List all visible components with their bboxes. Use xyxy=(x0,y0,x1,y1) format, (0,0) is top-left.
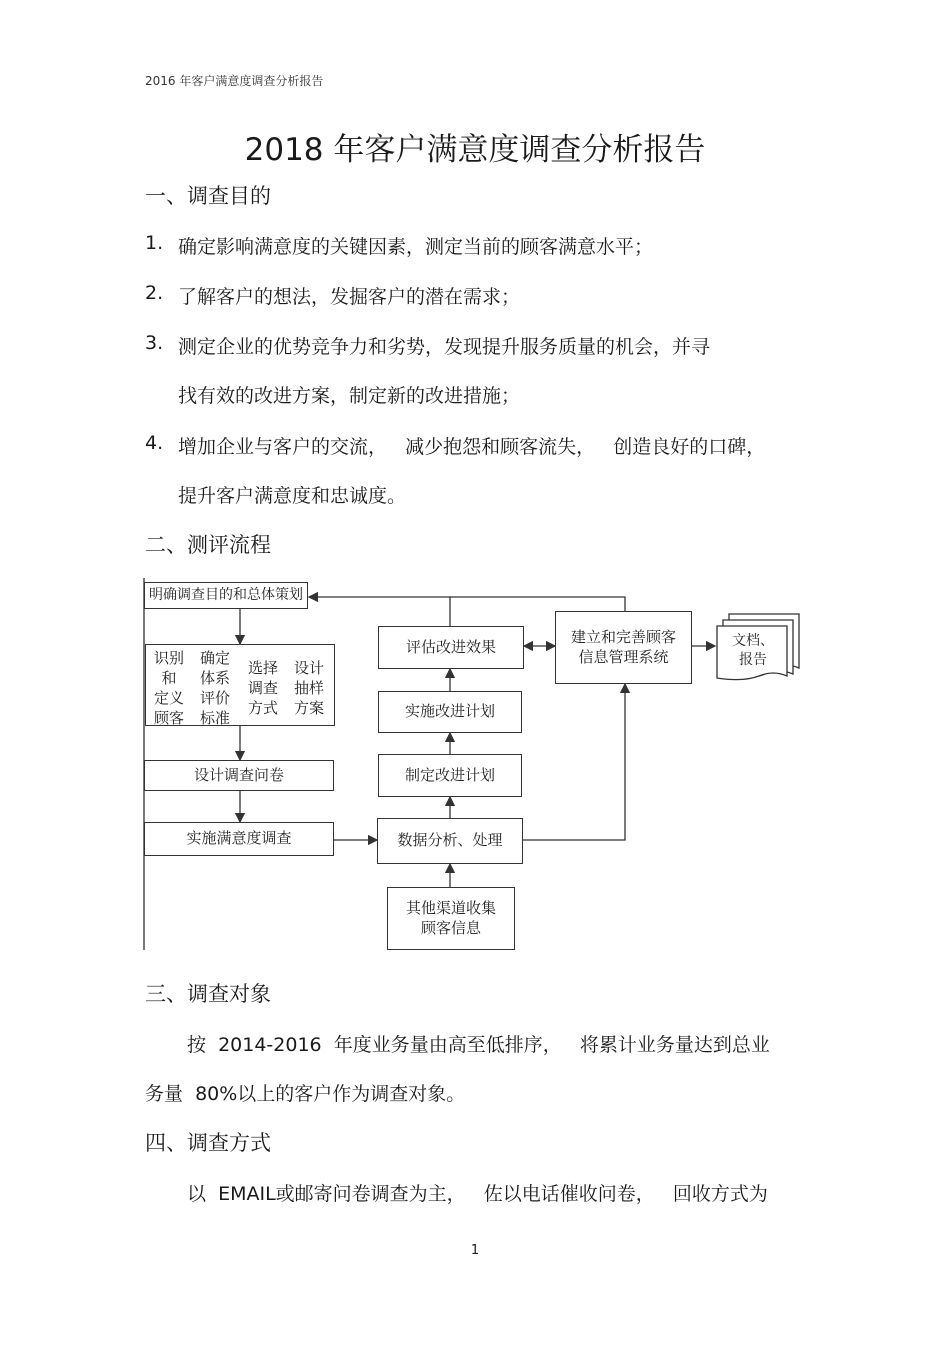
data-analysis-box: 数据分析、处理 xyxy=(377,818,523,864)
step-sampling-plan: 设计 抽样 方案 xyxy=(293,659,324,717)
make-plan-box: 制定改进计划 xyxy=(378,754,522,797)
other-channels-box: 其他渠道收集 顾客信息 xyxy=(387,887,515,950)
list-item-text: 了解客户的想法，发掘客户的潜在需求； xyxy=(178,286,521,308)
conduct-survey-box: 实施满意度调查 xyxy=(144,822,334,856)
section-heading-subjects: 三、调查对象 xyxy=(145,982,271,1006)
paragraph-line: 按 2014-2016 年度业务量由高至低排序， 将累计业务量达到总业 xyxy=(187,1034,770,1056)
process-flowchart xyxy=(143,578,805,950)
list-item-number: 2. xyxy=(145,282,164,304)
paragraph-line: 以 EMAIL或邮寄问卷调查为主， 佐以电话催收问卷， 回收方式为 xyxy=(187,1183,768,1205)
step-identify-customers: 识别 和 定义 顾客 xyxy=(153,649,184,727)
running-header: 2016 年客户满意度调查分析报告 xyxy=(145,74,324,88)
implement-plan-box: 实施改进计划 xyxy=(378,691,522,733)
list-item-number: 1. xyxy=(145,232,164,254)
list-item-text: 测定企业的优势竞争力和劣势，发现提升服务质量的机会，并寻 xyxy=(178,336,711,358)
list-item-text: 增加企业与客户的交流， 减少抱怨和顾客流失， 创造良好的口碑， xyxy=(178,436,766,458)
page-number: 1 xyxy=(470,1243,480,1258)
list-item-text: 确定影响满意度的关键因素，测定当前的顾客满意水平； xyxy=(178,236,654,258)
plan-box: 明确调查目的和总体策划 xyxy=(144,582,308,609)
docs-report-label: 文档、 报告 xyxy=(732,633,774,668)
section-heading-purpose: 一、调查目的 xyxy=(145,184,271,208)
paragraph-line: 务量 80%以上的客户作为调查对象。 xyxy=(145,1083,466,1105)
list-item-number: 4. xyxy=(145,432,164,454)
questionnaire-box: 设计调查问卷 xyxy=(144,760,334,791)
step-survey-method: 选择 调查 方式 xyxy=(247,659,278,717)
section-heading-method: 四、调查方式 xyxy=(145,1131,271,1155)
section-heading-process: 二、测评流程 xyxy=(145,533,271,557)
list-item-text-continued: 提升客户满意度和忠诚度。 xyxy=(178,485,407,507)
info-system-box: 建立和完善顾客 信息管理系统 xyxy=(555,611,692,684)
list-item-number: 3. xyxy=(145,332,164,354)
document-title: 2018 年客户满意度调查分析报告 xyxy=(244,132,706,168)
evaluate-box: 评估改进效果 xyxy=(378,626,524,669)
list-item-text-continued: 找有效的改进方案，制定新的改进措施； xyxy=(178,385,521,407)
step-evaluation-criteria: 确定 体系 评价 标准 xyxy=(199,649,230,727)
